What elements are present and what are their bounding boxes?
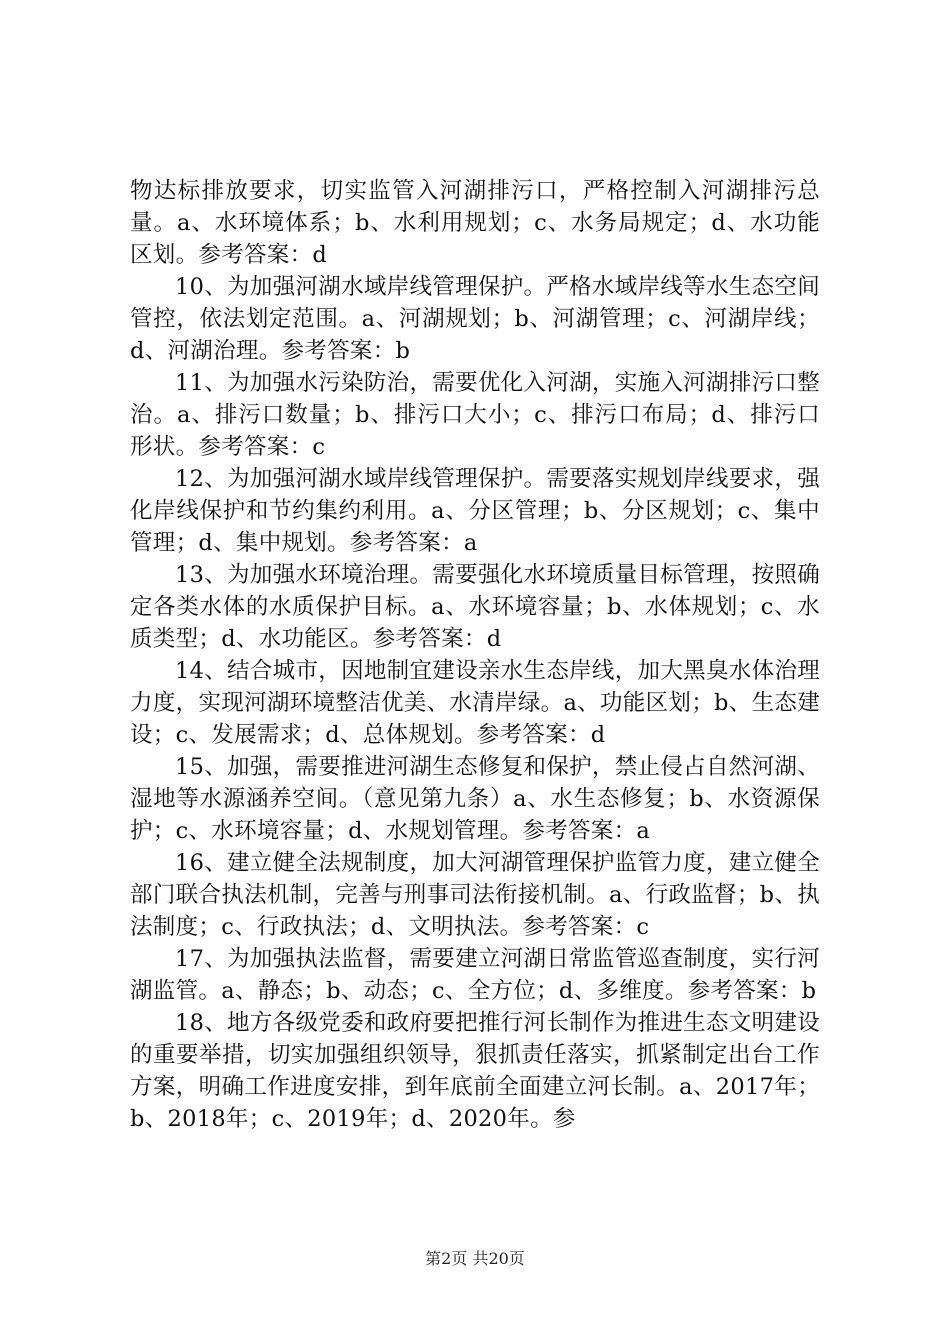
- question-10: 10、为加强河湖水域岸线管理保护。严格水域岸线等水生态空间管控，依法划定范围。a、河湖规划；b、河湖管理；c、河湖岸线；d、河湖治理。参考答案：b: [130, 274, 820, 364]
- question-12: 12、为加强河湖水域岸线管理保护。需要落实规划岸线要求，强化岸线保护和节约集约利用。a、分区管理；b、分区规划；c、集中管理；d、集中规划。参考答案：a: [130, 466, 820, 556]
- question-15: 15、加强，需要推进河湖生态修复和保护，禁止侵占自然河湖、湿地等水源涵养空间。（意见第九条）a、水生态修复；b、水资源保护；c、水环境容量；d、水规划管理。参考答案：a: [130, 754, 820, 844]
- question-11: 11、为加强水污染防治，需要优化入河湖，实施入河湖排污口整治。a、排污口数量；b、排污口大小；c、排污口布局；d、排污口形状。参考答案：c: [130, 370, 820, 460]
- question-13: 13、为加强水环境治理。需要强化水环境质量目标管理，按照确定各类水体的水质保护目标。a、水环境容量；b、水体规划；c、水质类型；d、水功能区。参考答案：d: [130, 562, 820, 652]
- document-body: [130, 175, 820, 1135]
- question-17: 17、为加强执法监督，需要建立河湖日常监管巡查制度，实行河湖监管。a、静态；b、动态；c、全方位；d、多维度。参考答案：b: [130, 946, 820, 1004]
- question-18: 18、地方各级党委和政府要把推行河长制作为推进生态文明建设的重要举措，切实加强组织领导，狠抓责任落实，抓紧制定出台工作方案，明确工作进度安排，到年底前全面建立河长制。a、2017年；b、2018年；c、2019年；d、2020年。参: [130, 1010, 820, 1132]
- question-14: 14、结合城市，因地制宜建设亲水生态岸线，加大黑臭水体治理力度，实现河湖环境整洁优美、水清岸绿。a、功能区划；b、生态建设；c、发展需求；d、总体规划。参考答案：d: [130, 658, 820, 748]
- page-number: 第2页 共20页: [425, 1249, 525, 1268]
- paragraph-continuation: 物达标排放要求，切实监管入河湖排污口，严格控制入河湖排污总量。a、水环境体系；b、水利用规划；c、水务局规定；d、水功能区划。参考答案：d: [130, 178, 820, 268]
- page-footer: [0, 1246, 950, 1269]
- question-16: 16、建立健全法规制度，加大河湖管理保护监管力度，建立健全部门联合执法机制，完善与刑事司法衔接机制。a、行政监督；b、执法制度；c、行政执法；d、文明执法。参考答案：c: [130, 850, 820, 940]
